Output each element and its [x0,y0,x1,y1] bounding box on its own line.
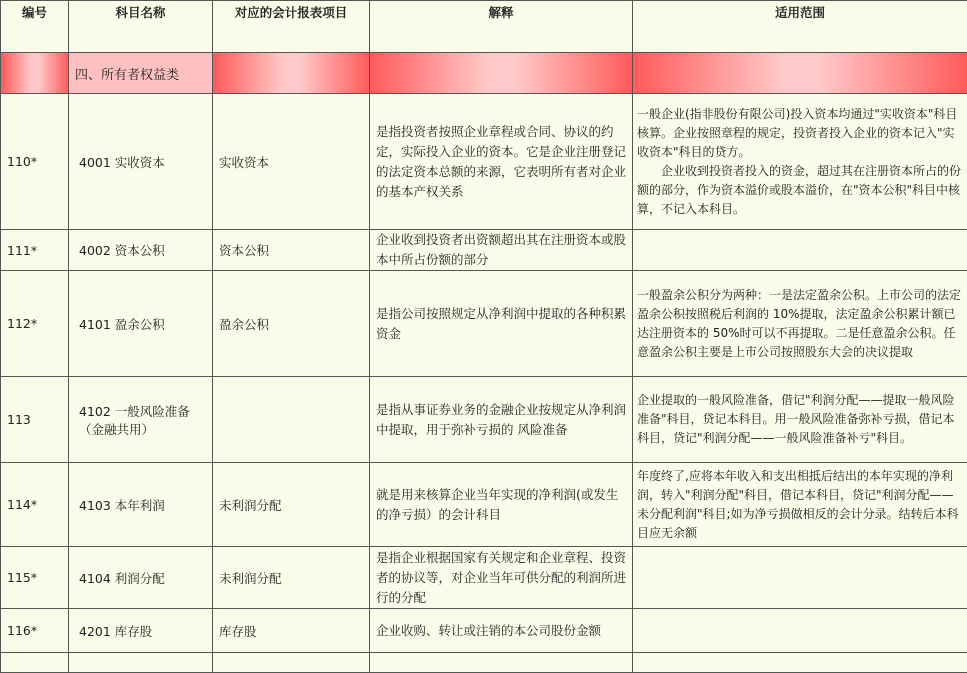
row-scope [633,609,967,653]
section-cell-scope [633,53,967,94]
row-code: 116* [1,609,69,653]
header-report: 对应的会计报表项目 [213,1,370,53]
table-row-partial [1,653,967,673]
row-scope: 一般企业(指非股份有限公司)投入资本均通过"实收资本"科目核算。企业按照章程的规定，投资者投入企业的资本记入"实收资本"科目的贷方。 企业收到投资者投入的资金，超过其在注册资本所占的份额的部分，作为资本溢价或股本溢价，在"资本公积"科目中核算，不记入本科目。 [633,94,967,230]
row-report: 实收资本 [213,94,370,230]
table-row [1,609,967,653]
row-code: 115* [1,547,69,609]
row-report [213,377,370,463]
row-name: 4002 资本公积 [69,230,213,271]
section-cell-desc [370,53,633,94]
section-title: 四、所有者权益类 [69,53,213,94]
header-code: 编号 [1,1,69,53]
header-desc: 解释 [370,1,633,53]
row-desc: 就是用来核算企业当年实现的净利润(或发生的净亏损）的会计科目 [370,463,633,547]
table-row [1,463,967,547]
row-scope: 一般盈余公积分为两种：一是法定盈余公积。上市公司的法定盈余公积按照税后利润的 10%提取，法定盈余公积累计额已达注册资本的 50%时可以不再提取。二是任意盈余公积。任意盈余公积主要是上市公司按照股东大会的决议提取 [633,271,967,377]
table-row [1,547,967,609]
row-name: 4101 盈余公积 [69,271,213,377]
table-row [1,94,967,230]
row-desc: 是指投资者按照企业章程或合同、协议的约定，实际投入企业的资本。它是企业注册登记的法定资本总额的来源，它表明所有者对企业的基本产权关系 [370,94,633,230]
row-name: 4001 实收资本 [69,94,213,230]
table-row [1,271,967,377]
row-code: 112* [1,271,69,377]
row-report: 未利润分配 [213,463,370,547]
row-desc: 是指从事证券业务的金融企业按规定从净利润中提取，用于弥补亏损的 风险准备 [370,377,633,463]
section-cell-report [213,53,370,94]
row-desc: 企业收购、转让或注销的本公司股份金额 [370,609,633,653]
row-scope: 企业提取的一般风险准备，借记"利润分配——提取一般风险准备"科目，贷记本科目。用一般风险准备弥补亏损，借记本科目，贷记"利润分配——一般风险准备补亏"科目。 [633,377,967,463]
header-scope: 适用范围 [633,1,967,53]
row-code: 113 [1,377,69,463]
row-report: 资本公积 [213,230,370,271]
section-row [1,53,967,94]
row-scope [633,230,967,271]
row-code: 114* [1,463,69,547]
row-name: 4201 库存股 [69,609,213,653]
row-scope [633,547,967,609]
row-report: 库存股 [213,609,370,653]
row-code: 111* [1,230,69,271]
row-code: 110* [1,94,69,230]
header-row [1,1,967,53]
table-row [1,230,967,271]
table-row [1,377,967,463]
row-report: 盈余公积 [213,271,370,377]
row-desc: 企业收到投资者出资额超出其在注册资本或股本中所占份额的部分 [370,230,633,271]
section-cell-code [1,53,69,94]
row-report: 未利润分配 [213,547,370,609]
row-name: 4102 一般风险准备（金融共用） [69,377,213,463]
row-name: 4104 利润分配 [69,547,213,609]
row-name: 4103 本年利润 [69,463,213,547]
row-scope: 年度终了,应将本年收入和支出相抵后结出的本年实现的净利润，转入"利润分配"科目，借记本科目，贷记"利润分配——未分配利润"科目;如为净亏损做相反的会计分录。结转后本科目应无余额 [633,463,967,547]
header-name: 科目名称 [69,1,213,53]
row-desc: 是指公司按照规定从净利润中提取的各种积累资金 [370,271,633,377]
row-desc: 是指企业根据国家有关规定和企业章程、投资者的协议等，对企业当年可供分配的利润所进行的分配 [370,547,633,609]
